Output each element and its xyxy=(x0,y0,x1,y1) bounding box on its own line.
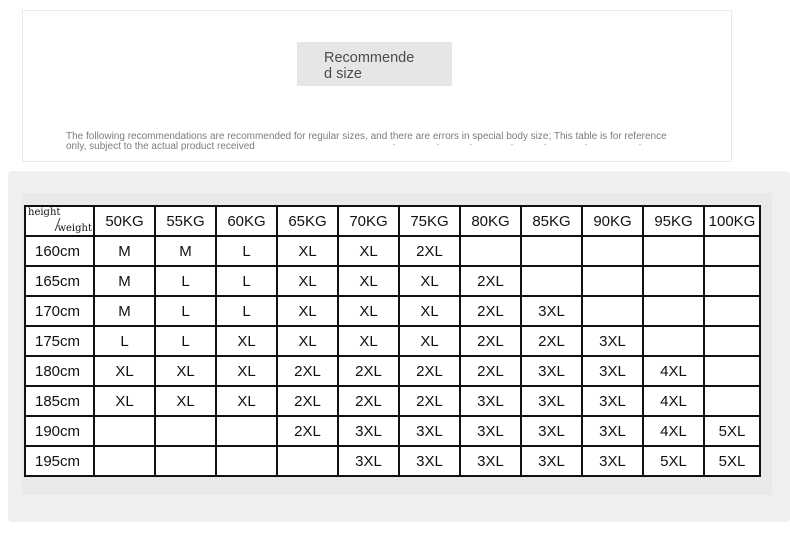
size-cell: M xyxy=(155,236,216,266)
size-cell: XL xyxy=(277,326,338,356)
size-cell xyxy=(94,416,155,446)
size-cell: 2XL xyxy=(399,236,460,266)
size-cell: 3XL xyxy=(582,386,643,416)
size-cell: 3XL xyxy=(338,446,399,476)
size-cell: 2XL xyxy=(399,356,460,386)
size-cell: XL xyxy=(155,386,216,416)
size-cell: 3XL xyxy=(521,416,582,446)
size-cell: 2XL xyxy=(399,386,460,416)
size-cell: 2XL xyxy=(460,326,521,356)
height-label: 165cm xyxy=(25,266,94,296)
weight-header: 60KG xyxy=(216,206,277,236)
size-cell xyxy=(704,326,760,356)
size-cell xyxy=(704,386,760,416)
size-cell: 3XL xyxy=(582,326,643,356)
size-cell: 5XL xyxy=(643,446,704,476)
weight-header: 95KG xyxy=(643,206,704,236)
table-row xyxy=(25,236,760,266)
size-cell: 3XL xyxy=(338,416,399,446)
size-cell xyxy=(704,296,760,326)
weight-header: 70KG xyxy=(338,206,399,236)
size-cell xyxy=(643,296,704,326)
size-cell: 3XL xyxy=(521,446,582,476)
size-cell: M xyxy=(94,236,155,266)
size-cell: 2XL xyxy=(460,356,521,386)
weight-header: 80KG xyxy=(460,206,521,236)
size-cell: 3XL xyxy=(582,446,643,476)
decorative-mark xyxy=(393,144,395,145)
weight-header: 65KG xyxy=(277,206,338,236)
height-label: 170cm xyxy=(25,296,94,326)
size-cell: XL xyxy=(216,356,277,386)
size-cell: 2XL xyxy=(277,356,338,386)
size-cell xyxy=(521,266,582,296)
size-cell: L xyxy=(155,326,216,356)
height-label: 185cm xyxy=(25,386,94,416)
size-cell: 2XL xyxy=(277,386,338,416)
table-row xyxy=(25,296,760,326)
weight-header: 50KG xyxy=(94,206,155,236)
size-cell: XL xyxy=(338,296,399,326)
size-cell xyxy=(643,266,704,296)
height-label: 180cm xyxy=(25,356,94,386)
height-corner-label: height xyxy=(28,207,61,218)
table-row xyxy=(25,356,760,386)
size-cell xyxy=(704,356,760,386)
size-cell: 4XL xyxy=(643,356,704,386)
size-cell: XL xyxy=(399,296,460,326)
size-cell xyxy=(155,446,216,476)
size-cell: L xyxy=(216,296,277,326)
size-cell: XL xyxy=(338,326,399,356)
height-weight-corner-cell xyxy=(25,206,94,236)
size-cell: 2XL xyxy=(460,266,521,296)
decorative-mark xyxy=(585,144,587,145)
size-cell: 4XL xyxy=(643,386,704,416)
weight-header-row xyxy=(25,206,760,236)
weight-header: 85KG xyxy=(521,206,582,236)
size-cell: 2XL xyxy=(521,326,582,356)
size-cell: L xyxy=(155,266,216,296)
size-cell: XL xyxy=(277,236,338,266)
size-cell: 2XL xyxy=(338,386,399,416)
size-cell xyxy=(216,446,277,476)
size-cell: L xyxy=(155,296,216,326)
size-cell: L xyxy=(216,236,277,266)
table-row xyxy=(25,386,760,416)
size-cell: 3XL xyxy=(521,386,582,416)
size-cell xyxy=(704,236,760,266)
height-label: 190cm xyxy=(25,416,94,446)
size-table-body xyxy=(25,236,760,476)
size-cell: 5XL xyxy=(704,446,760,476)
size-cell: XL xyxy=(399,266,460,296)
recommended-size-title: Recommende d size xyxy=(297,42,452,86)
size-cell xyxy=(277,446,338,476)
decorative-mark xyxy=(639,144,641,145)
table-row xyxy=(25,266,760,296)
size-cell: 3XL xyxy=(399,416,460,446)
weight-header: 75KG xyxy=(399,206,460,236)
height-label: 195cm xyxy=(25,446,94,476)
size-cell: XL xyxy=(338,236,399,266)
size-cell: XL xyxy=(216,386,277,416)
size-cell xyxy=(643,326,704,356)
size-cell: XL xyxy=(94,386,155,416)
size-cell: XL xyxy=(216,326,277,356)
size-chart-table xyxy=(24,205,761,477)
size-cell: 2XL xyxy=(460,296,521,326)
size-cell xyxy=(521,236,582,266)
size-cell: L xyxy=(94,326,155,356)
size-cell: 3XL xyxy=(399,446,460,476)
size-cell: 2XL xyxy=(338,356,399,386)
size-disclaimer: The following recommendations are recommended for regular sizes, and there are errors in special body size; This table is for reference only, subject to the actual product received xyxy=(66,131,667,152)
size-cell: XL xyxy=(277,266,338,296)
height-label: 160cm xyxy=(25,236,94,266)
table-row xyxy=(25,326,760,356)
size-cell: XL xyxy=(338,266,399,296)
size-cell xyxy=(582,266,643,296)
size-cell: 3XL xyxy=(460,446,521,476)
size-cell: 2XL xyxy=(277,416,338,446)
size-cell: 3XL xyxy=(582,356,643,386)
table-row xyxy=(25,416,760,446)
size-cell: 3XL xyxy=(521,296,582,326)
weight-header: 90KG xyxy=(582,206,643,236)
size-cell: 3XL xyxy=(582,416,643,446)
size-cell xyxy=(94,446,155,476)
size-cell: 5XL xyxy=(704,416,760,446)
decorative-mark xyxy=(544,144,546,145)
size-cell xyxy=(582,296,643,326)
table-row xyxy=(25,446,760,476)
recommendation-card xyxy=(22,10,732,162)
weight-header: 55KG xyxy=(155,206,216,236)
size-cell: M xyxy=(94,266,155,296)
decorative-mark xyxy=(511,144,513,145)
weight-header: 100KG xyxy=(704,206,760,236)
size-cell: L xyxy=(216,266,277,296)
size-cell xyxy=(704,266,760,296)
size-cell: 4XL xyxy=(643,416,704,446)
faint-decorative-marks xyxy=(393,144,643,148)
size-cell xyxy=(582,236,643,266)
decorative-mark xyxy=(470,144,472,145)
decorative-mark xyxy=(437,144,439,145)
size-cell: M xyxy=(94,296,155,326)
size-cell: XL xyxy=(94,356,155,386)
size-cell: XL xyxy=(399,326,460,356)
size-cell xyxy=(216,416,277,446)
size-cell: XL xyxy=(155,356,216,386)
height-label: 175cm xyxy=(25,326,94,356)
size-cell: 3XL xyxy=(521,356,582,386)
size-cell: 3XL xyxy=(460,386,521,416)
size-cell xyxy=(155,416,216,446)
weight-corner-label: weight xyxy=(57,223,92,234)
size-cell xyxy=(460,236,521,266)
size-cell xyxy=(643,236,704,266)
size-cell: XL xyxy=(277,296,338,326)
size-cell: 3XL xyxy=(460,416,521,446)
